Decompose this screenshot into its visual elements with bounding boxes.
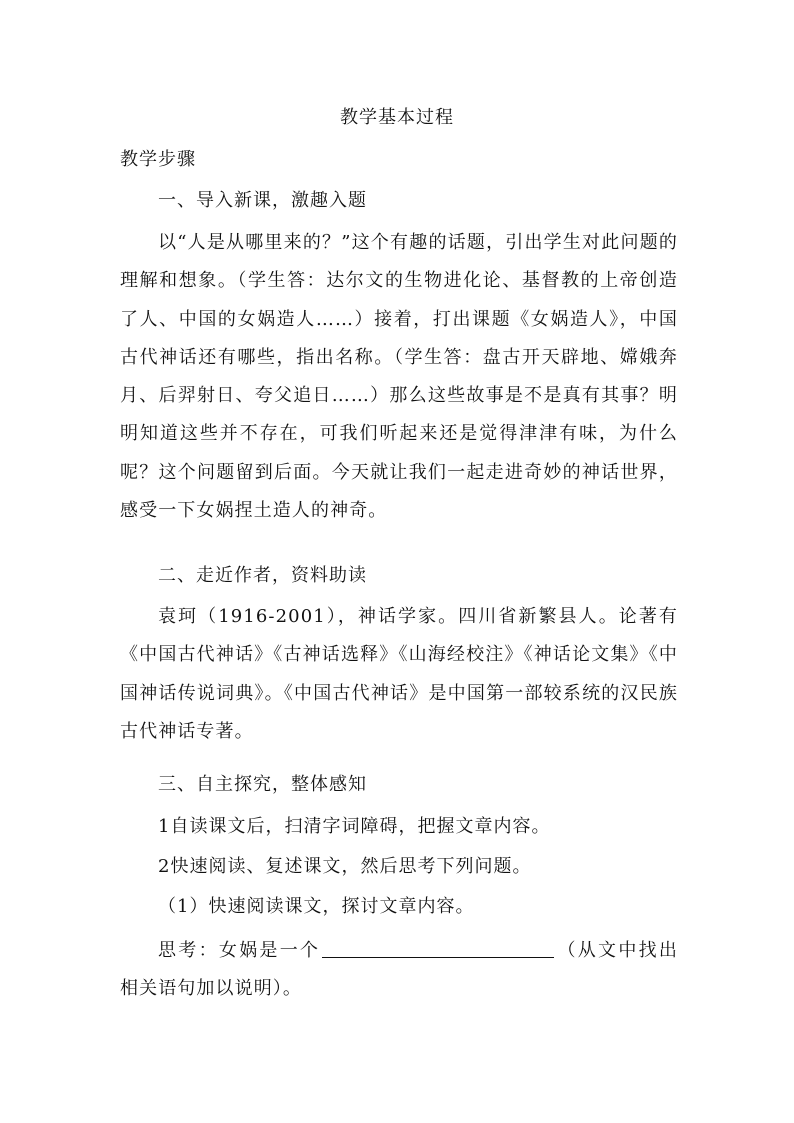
section-3-heading: 三、自主探究，整体感知 [158,774,367,795]
section-2-paragraph: 袁珂（1916-2001），神话学家。四川省新繁县人。论著有《中国古代神话》《古神话选释》《山海经校注》《神话论文集》《中国神话传说词典》。《中国古代神话》是中国第一部较系统的汉民族古代神话专著。 [120,606,678,742]
section-3-sub-item-1: （1）快速阅读课文，探讨文章内容。 [158,896,475,917]
steps-heading: 教学步骤 [120,149,196,170]
section-1-paragraph: 以“人是从哪里来的？”这个有趣的话题，引出学生对此问题的理解和想象。（学生答：达尔文的生物进化论、基督教的上帝创造了人、中国的女娲造人……）接着，打出课题《女娲造人》，中国古代神话还有哪些，指出名称。（学生答：盘古开天辟地、嫦娥奔月、后羿射日、夸父追日……）那么这些故事是不是真有其事？明明知道这些并不存在，可我们听起来还是觉得津津有味，为什么呢？这个问题留到后面。今天就让我们一起走进奇妙的神话世界，感受一下女娲捏土造人的神奇。 [120,232,678,522]
answer-blank [322,935,554,958]
think-suffix: （从文中找出相关语句加以说明）。 [120,940,678,1000]
section-3-item-1: 1自读课文后，扫清字词障碍，把握文章内容。 [158,816,551,837]
section-2-heading: 二、走近作者，资料助读 [158,565,367,586]
think-prefix: 思考：女娲是一个 [158,940,321,961]
section-1-heading: 一、导入新课，激趣入题 [158,190,367,211]
think-question [120,932,678,1009]
page-title: 教学基本过程 [340,107,454,128]
section-3-item-2: 2快速阅读、复述课文，然后思考下列问题。 [158,856,532,877]
